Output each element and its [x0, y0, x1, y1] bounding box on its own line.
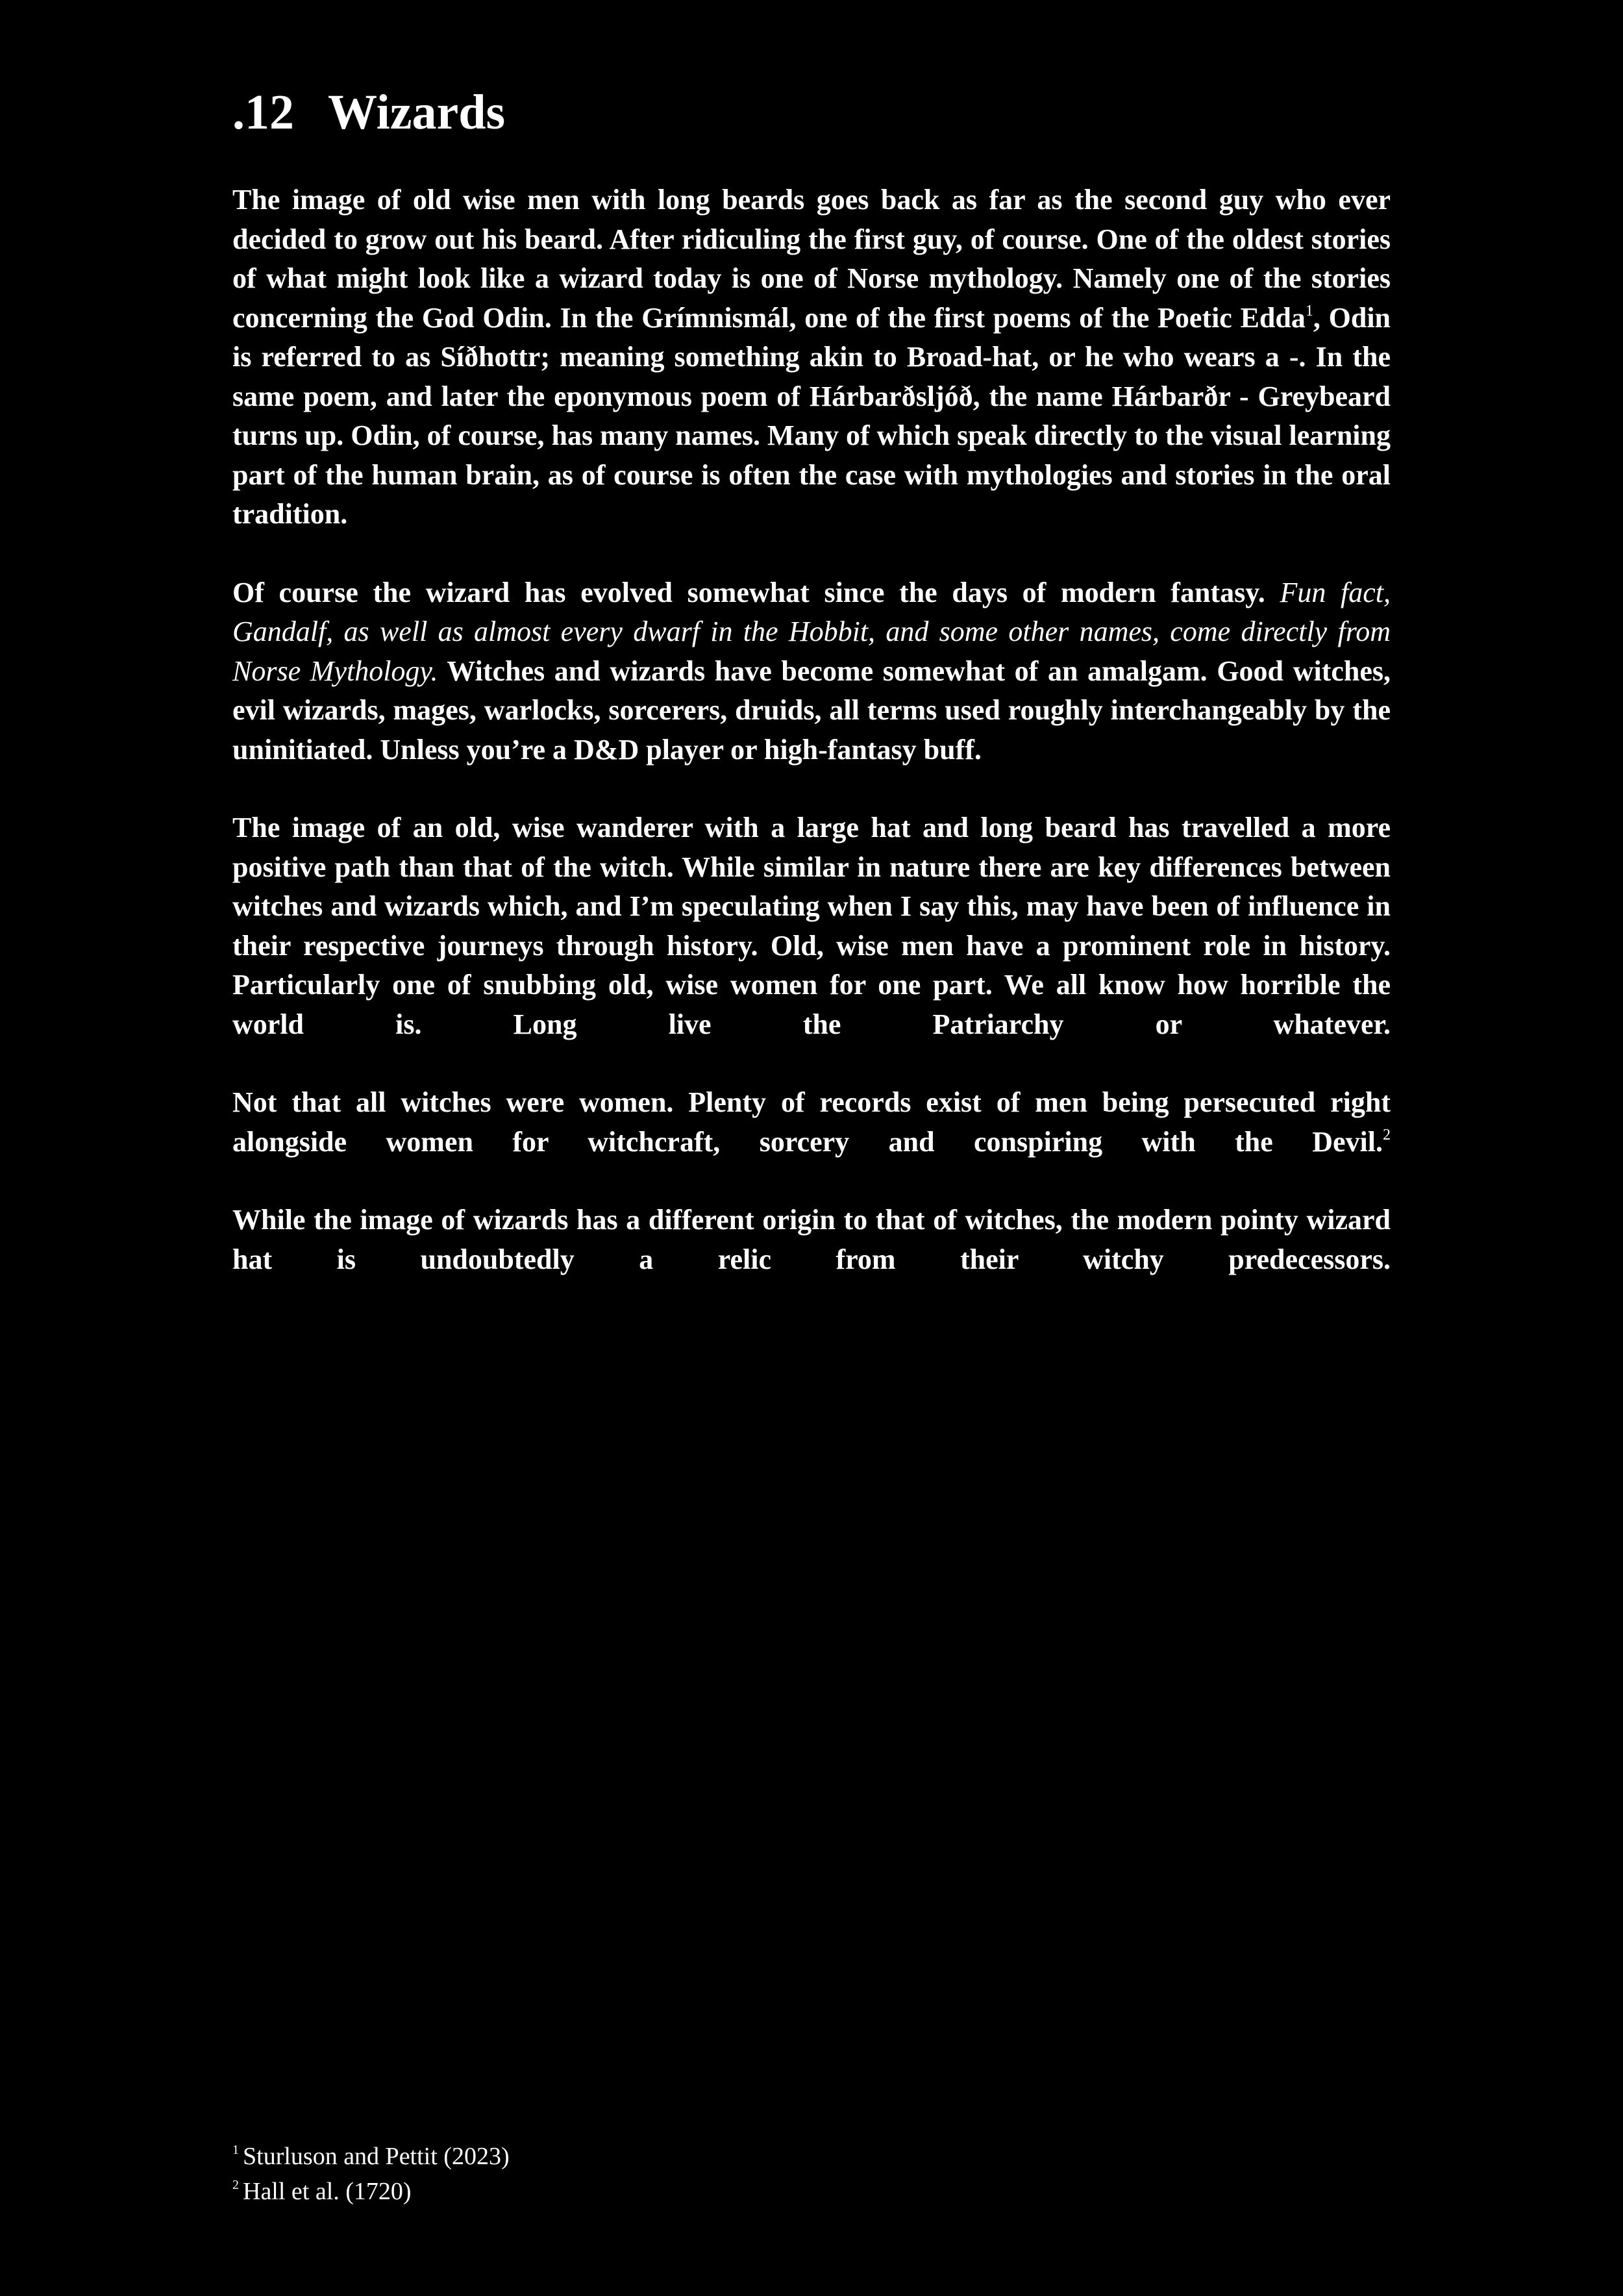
- paragraph-1: [232, 181, 1391, 534]
- paragraph-3: [232, 808, 1391, 1044]
- section-number: .12: [232, 85, 294, 140]
- footnote-ref-1[interactable]: 1: [1305, 302, 1313, 319]
- paragraph-2-fun-fact: Fun fact, Gandalf, as well as almost every dwarf in the Hobbit, and some other names, come directly from Norse Mythology.: [232, 576, 1391, 687]
- paragraph-2: [232, 573, 1391, 770]
- footnote-mark-2: 2: [232, 2178, 239, 2192]
- paragraph-3-text: The image of an old, wise wanderer with a large hat and long beard has travelled a more positive path than that of the witch. While similar in nature there are key differences between witches and wizards which, and I’m speculating when I say this, may have been of influence in their respective journeys through history. Old, wise men have a prominent role in history. Particularly one of snubbing old, wise women for one part. We all know how horrible the world is. Long live the Patriarchy or whatever.: [232, 812, 1391, 1040]
- footnote-2: [232, 2174, 510, 2209]
- footnotes: [232, 2139, 510, 2209]
- footnote-mark-1: 1: [232, 2143, 239, 2157]
- paragraph-1-text-a: The image of old wise men with long beards goes back as far as the second guy who ever decided to grow out his beard. After ridiculing the first guy, of course. One of the oldest stories of what might look like a wizard today is one of Norse mythology. Namely one of the stories concerning the God Odin. In the Grímnismál, one of the first poems of the Poetic Edda: [232, 184, 1391, 334]
- footnote-1: [232, 2139, 510, 2174]
- paragraph-5-text: While the image of wizards has a different origin to that of witches, the modern pointy wizard hat is undoubtedly a relic from their witchy predecessors.: [232, 1204, 1391, 1275]
- paragraph-2-text-b: Witches and wizards have become somewhat of an amalgam. Good witches, evil wizards, mages, warlocks, sorcerers, druids, all terms used roughly interchangeably by the uninitiated. Unless you’re a D&D player or high-fantasy buff.: [232, 655, 1391, 766]
- section-heading: [232, 83, 505, 142]
- footnote-ref-2[interactable]: 2: [1383, 1126, 1391, 1143]
- paragraph-4: [232, 1083, 1391, 1162]
- paragraph-1-text-b: , Odin is referred to as Síðhottr; meaning something akin to Broad-hat, or he who wears a -. In the same poem, and later the eponymous poem of Hárbarðsljóð, the name Hárbarðr - Greybeard turns up. Odin, of course, has many names. Many of which speak directly to the visual learning part of the human brain, as of course is often the case with mythologies and stories in the oral tradition.: [232, 301, 1391, 530]
- paragraph-4-text: Not that all witches were women. Plenty of records exist of men being persecuted right alongside women for witchcraft, sorcery and conspiring with the Devil.: [232, 1086, 1391, 1158]
- paragraph-2-text-a: Of course the wizard has evolved somewhat since the days of modern fantasy.: [232, 576, 1280, 608]
- footnote-text-2: Hall et al. (1720): [243, 2178, 412, 2205]
- body-text: [232, 181, 1391, 1318]
- section-title: Wizards: [328, 85, 506, 140]
- footnote-text-1: Sturluson and Pettit (2023): [243, 2143, 510, 2170]
- paragraph-5: [232, 1201, 1391, 1279]
- document-page: [232, 0, 1391, 2296]
